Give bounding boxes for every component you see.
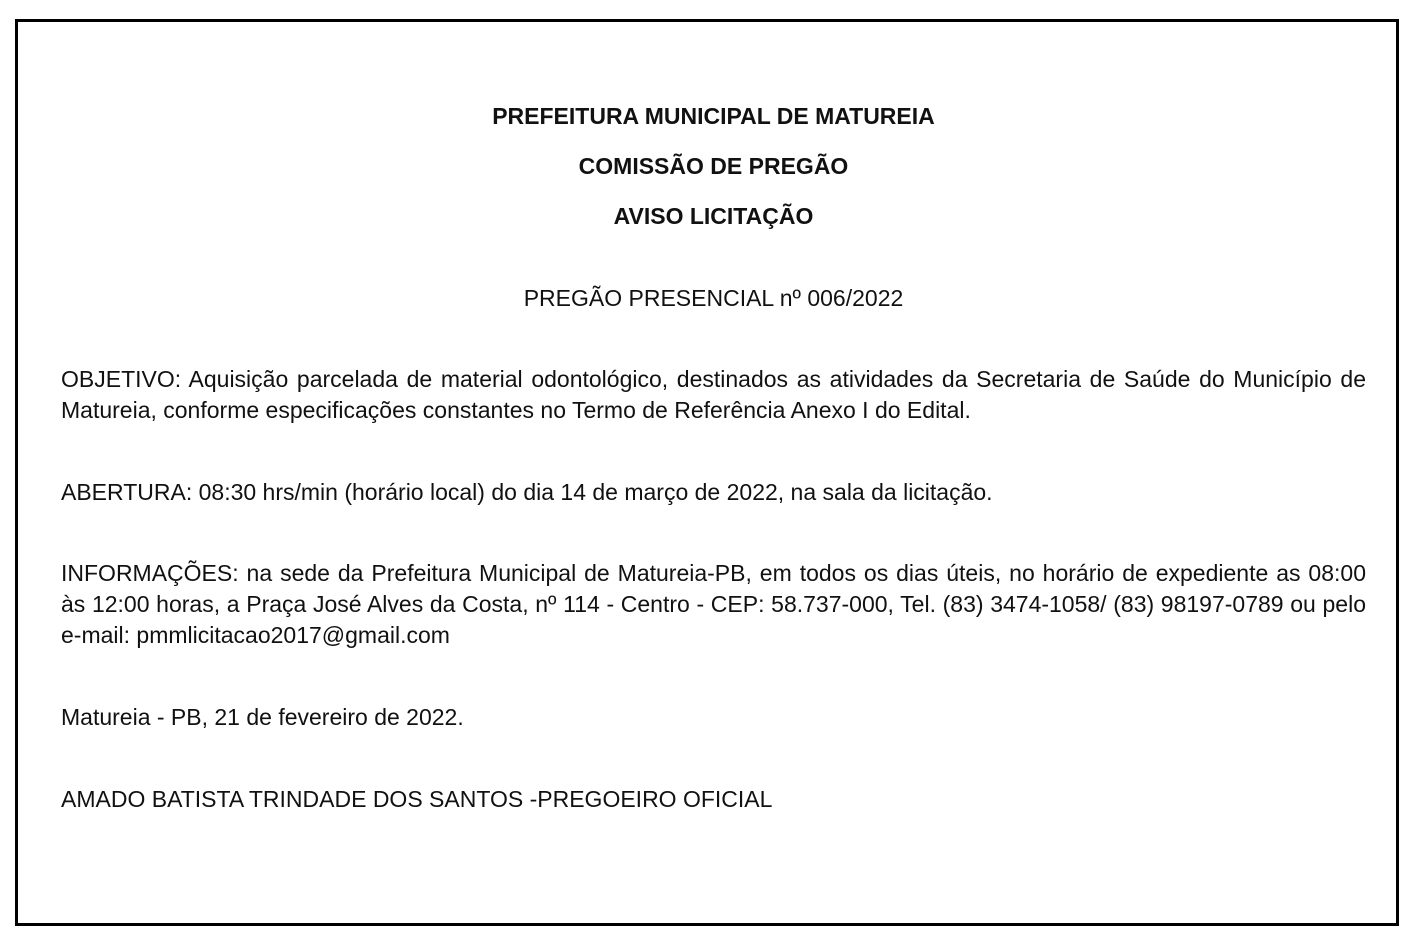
notice-type-heading: AVISO LICITAÇÃO xyxy=(613,203,814,229)
objective-paragraph: OBJETIVO: Aquisição parcelada de material odontológico, destinados as atividades da Secretaria de Saúde do Município de Matureia, conforme especificações constantes no Termo de Referência Anexo I do Edital. xyxy=(61,366,1366,423)
institution-heading: PREFEITURA MUNICIPAL DE MATUREIA xyxy=(492,103,935,129)
opening-paragraph: ABERTURA: 08:30 hrs/min (horário local) do dia 14 de março de 2022, na sala da licitação. xyxy=(61,479,993,505)
information-paragraph: INFORMAÇÕES: na sede da Prefeitura Municipal de Matureia-PB, em todos os dias úteis, no horário de expediente as 08:00 às 12:00 horas, a Praça José Alves da Costa, nº 114 - Centro - CEP: 58.737-000, Tel. (83) 3474-1058/ (83) 98197-0789 ou pelo e-mail: pmmlicitacao2017@gmail.com xyxy=(61,560,1366,648)
process-number: PREGÃO PRESENCIAL nº 006/2022 xyxy=(523,285,904,311)
commission-heading: COMISSÃO DE PREGÃO xyxy=(578,153,849,179)
signature-line: AMADO BATISTA TRINDADE DOS SANTOS -PREGOEIRO OFICIAL xyxy=(61,786,773,812)
place-date: Matureia - PB, 21 de fevereiro de 2022. xyxy=(61,704,464,730)
